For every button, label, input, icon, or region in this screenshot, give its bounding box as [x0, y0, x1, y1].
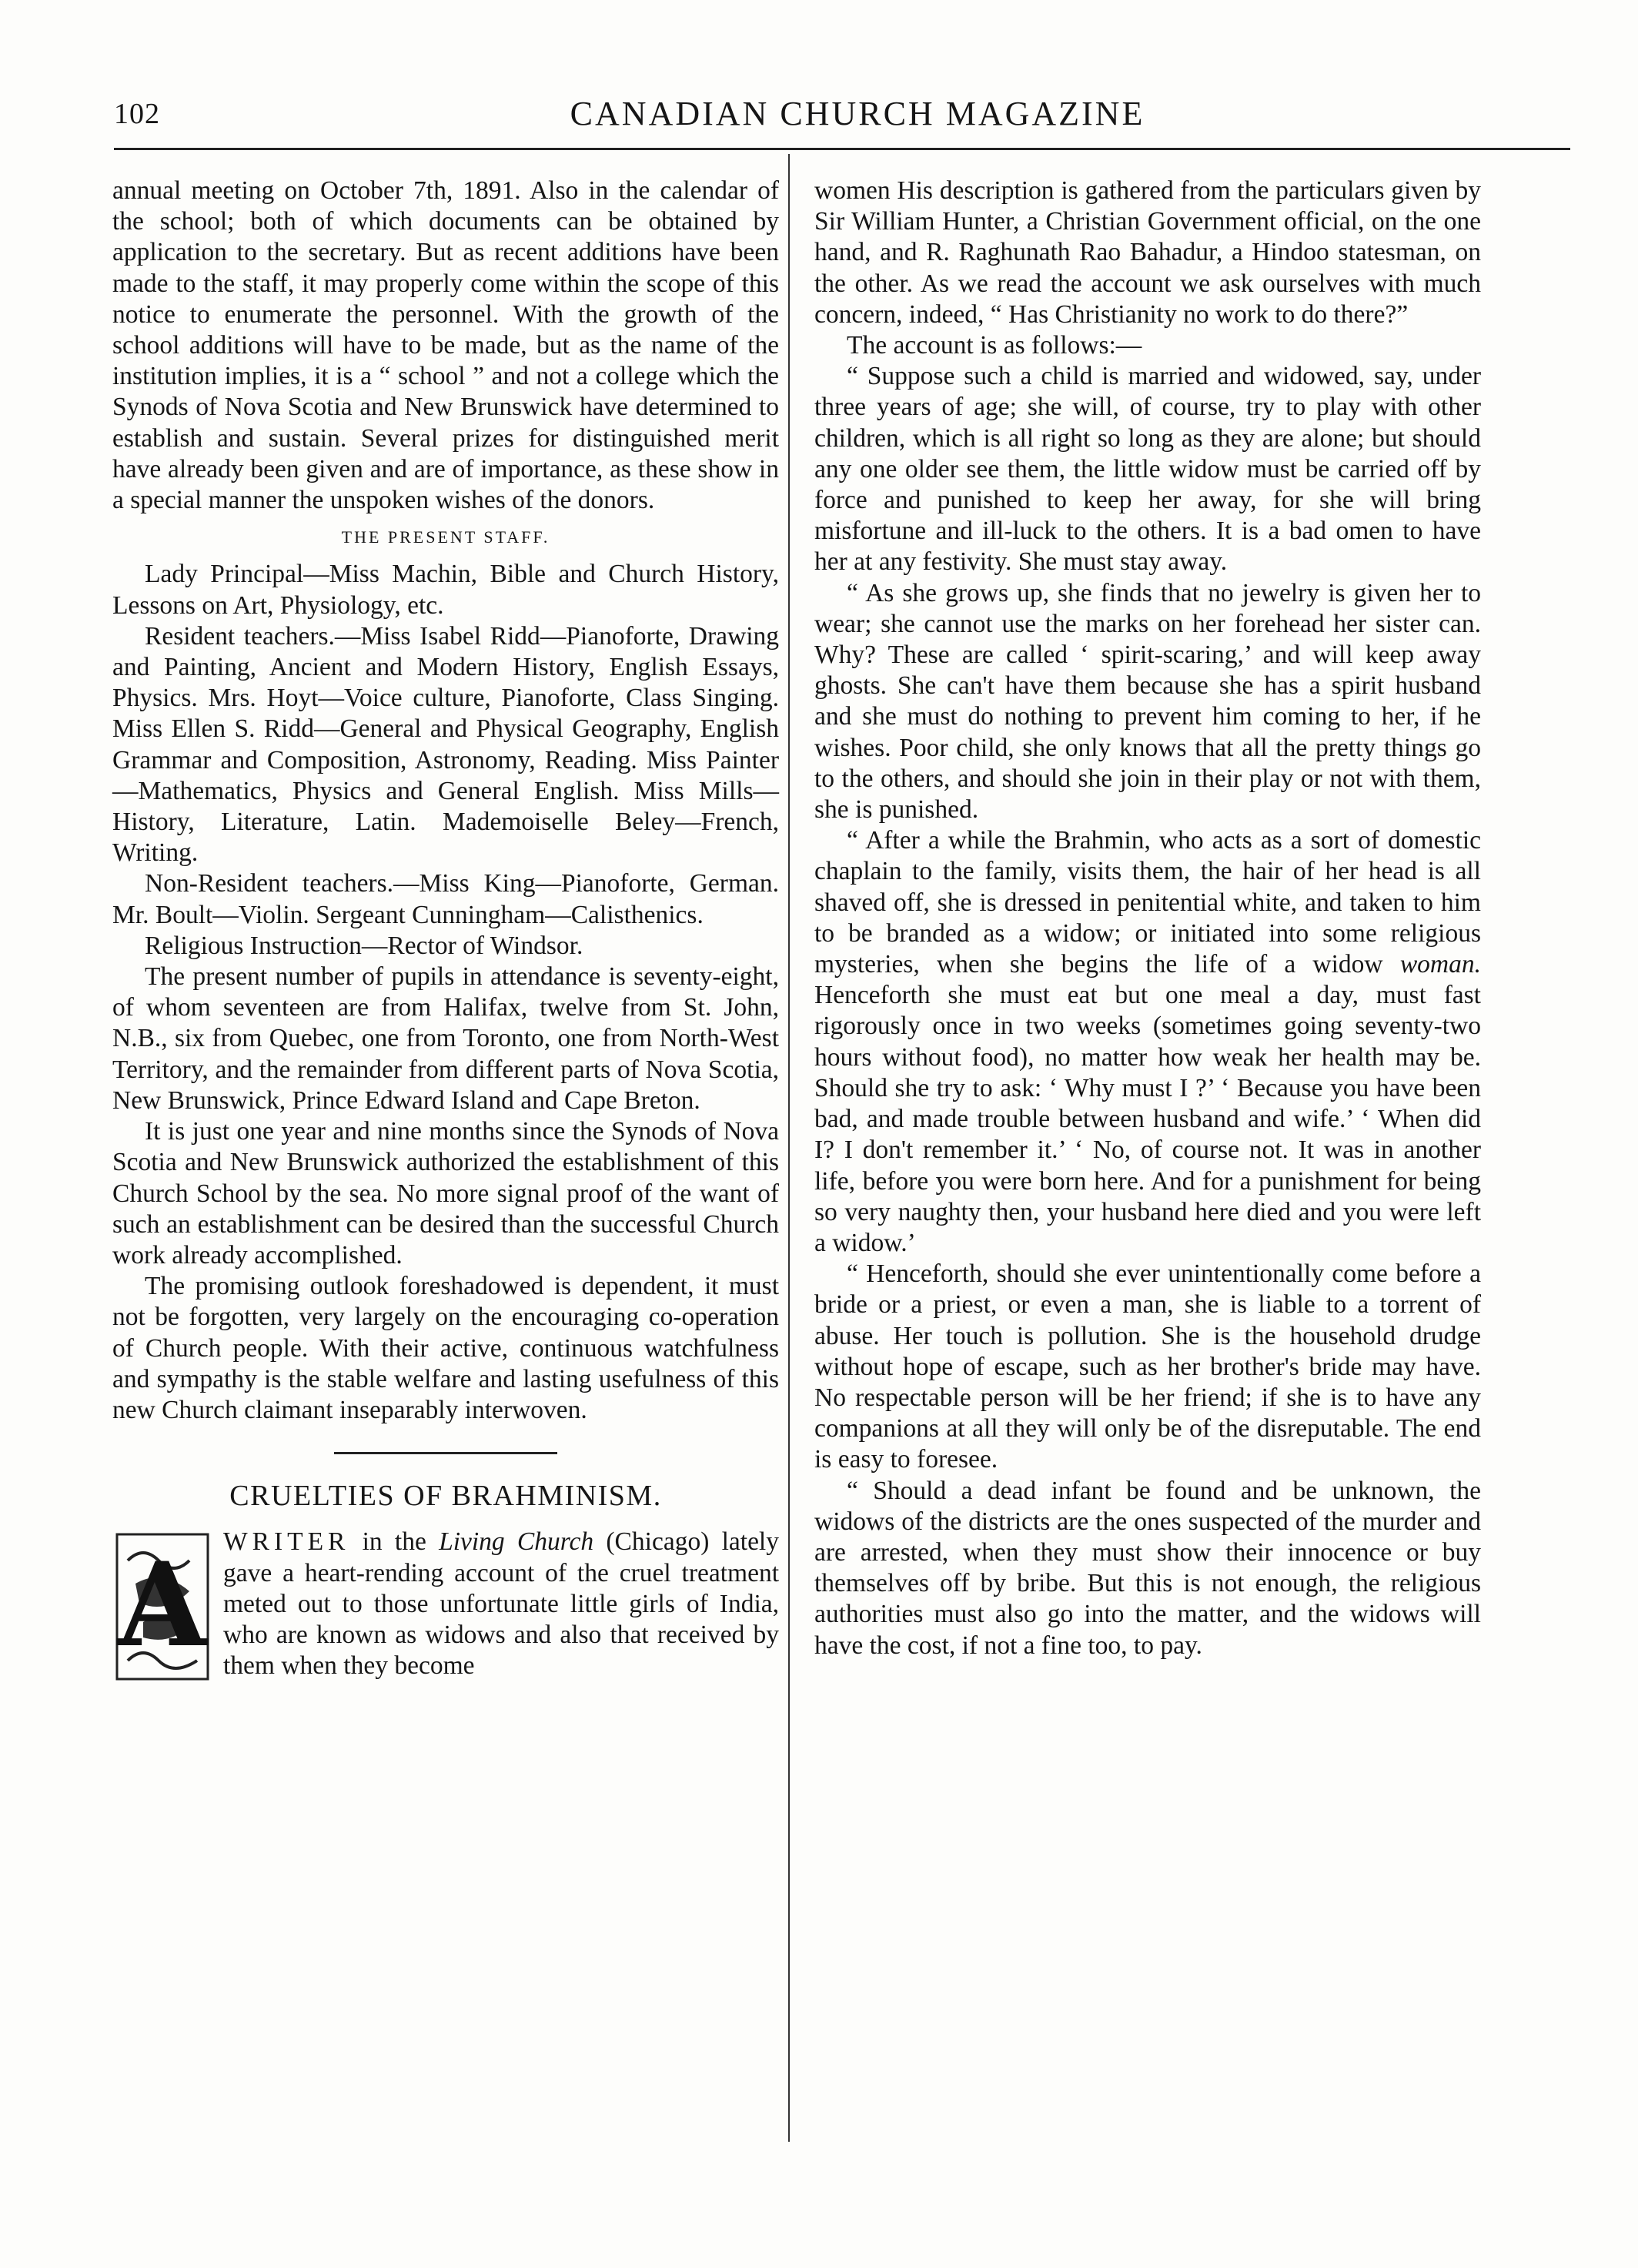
paragraph: Non-Resident teachers.—Miss King—Pianoforte, German. Mr. Boult—Violin. Sergeant Cunningham—Calisthenics.	[112, 869, 779, 929]
column-divider	[788, 154, 790, 2142]
paragraph: annual meeting on October 7th, 1891. Also in the calendar of the school; both of which documents can be obtained by application to the secretary. But as recent additions have been made to the staff, it may properly come within the scope of this notice to enumerate the personnel. With the growth of the school additions will have to be made, but as the name of the institution implies, it is a “ school ” and not a college which the Synods of Nova Scotia and New Brunswick have determined to establish and sustain. Several prizes for distinguished merit have already been given and are of importance, as these show in a special manner the unspoken wishes of the donors.	[112, 176, 779, 515]
paragraph: “ Henceforth, should she ever unintentionally come before a bride or a priest, or even a man, she is liable to a torrent of abuse. Her touch is pollution. She is the household drudge without hope of escape, such as her brother's bride may have. No respectable person will be her friend; if she is to have any companions at all they will only be of the disreputable. The end is easy to foresee.	[814, 1259, 1481, 1474]
magazine-title: CANADIAN CHURCH MAGAZINE	[570, 95, 1145, 132]
paragraph: “ As she grows up, she finds that no jewelry is given her to wear; she cannot use the marks on her forehead her sister can. Why? These are called ‘ spirit-scaring,’ and will keep away ghosts. She can't have them because she has a spirit husband and she must do nothing to prevent him coming to her, if he wishes. Poor child, she only knows that all the pretty things go to the others, and should she join in their play or not with them, she is punished.	[814, 578, 1481, 825]
paragraph: Resident teachers.—Miss Isabel Ridd—Pianoforte, Drawing and Painting, Ancient and Modern History, English Essays, Physics. Mrs. Hoyt—Voice culture, Pianoforte, Class Singing. Miss Ellen S. Ridd—General and Physical Geography, English Grammar and Composition, Astronomy, Reading. Miss Painter—Mathematics, Physics and General English. Miss Mills—History, Literature, Latin. Mademoiselle Beley—French, Writing.	[112, 621, 779, 868]
article-opening	[112, 1527, 779, 1681]
paragraph: “ After a while the Brahmin, who acts as a sort of domestic chaplain to the family, visits them, the hair of her head is all shaved off, she is dressed in penitential white, and taken to him to be branded as a widow; or initiated into some religious mysteries, when she begins the life of a widow woman. Henceforth she must eat but one meal a day, must fast rigorously once in two weeks (sometimes going seventy-two hours without food), no matter how weak her health may be. Should she try to ask: ‘ Why must I ?’ ‘ Because you have been bad, and made trouble between husband and wife.’ ‘ When did I? I don't remember it.’ ‘ No, of course not. It was in another life, before you were born here. And for a punishment for being so very naughty then, your husband here died and you were left a widow.’	[814, 826, 1481, 1257]
ornamental-dropcap-icon	[112, 1530, 212, 1684]
right-column	[814, 176, 1481, 1661]
dropcap-ornament	[112, 1530, 212, 1684]
paragraph: The account is as follows:—	[847, 331, 1142, 360]
section-heading: THE PRESENT STAFF.	[341, 527, 550, 547]
paragraph: WRITER in the Living Church (Chicago) lately gave a heart-rending account of the cruel treatment meted out to those unfortunate little girls of India, who are known as widows and also that received by them when they become	[223, 1527, 779, 1681]
left-column	[112, 176, 779, 1684]
paragraph: Lady Principal—Miss Machin, Bible and Church History, Lessons on Art, Physiology, etc.	[112, 560, 779, 620]
paragraph: “ Should a dead infant be found and be unknown, the widows of the districts are the ones suspected of the murder and are arrested, when they must show their innocence or buy themselves off by bribe. But this is not enough, the religious authorities must also go into the matter, and the widows will have the cost, if not a fine too, to pay.	[814, 1476, 1481, 1660]
paragraph: Religious Instruction—Rector of Windsor.	[145, 931, 583, 960]
section-rule	[334, 1452, 557, 1454]
paragraph: The present number of pupils in attendance is seventy-eight, of whom seventeen are from Halifax, twelve from St. John, N.B., six from Quebec, one from Toronto, one from North-West Territory, and the remainder from different parts of Nova Scotia, New Brunswick, Prince Edward Island and Cape Breton.	[112, 962, 779, 1115]
source-title: Living Church	[439, 1527, 594, 1557]
lead-word: WRITER	[223, 1527, 350, 1557]
paragraph: The promising outlook foreshadowed is dependent, it must not be forgotten, very largely on the encouraging co-operation of Church people. With their active, continuous watchfulness and sympathy is the stable welfare and lasting usefulness of this new Church claimant inseparably interwoven.	[112, 1272, 779, 1424]
paragraph: women His description is gathered from the particulars given by Sir William Hunter, a Christian Government official, on the one hand, and R. Raghunath Rao Bahadur, a Hindoo statesman, on the other. As we read the account we ask ourselves with much concern, indeed, “ Has Christianity no work to do there?”	[814, 176, 1481, 329]
svg-text:A: A	[117, 1537, 208, 1674]
article-title: CRUELTIES OF BRAHMINISM.	[229, 1480, 662, 1513]
page-header	[114, 91, 1570, 145]
paragraph: It is just one year and nine months since the Synods of Nova Scotia and New Brunswick authorized the establishment of this Church School by the sea. No more signal proof of the want of such an establishment can be desired than the successful Church work already accomplished.	[112, 1117, 779, 1269]
page-number: 102	[114, 98, 160, 130]
header-rule	[114, 148, 1570, 150]
paragraph: “ Suppose such a child is married and widowed, say, under three years of age; she will, of course, try to play with other children, which is all right so long as they are alone; but should any one older see them, the little widow must be carried off by force and punished to keep her away, for she will bring misfortune and ill-luck to the others. It is a bad omen to have her at any festivity. She must stay away.	[814, 362, 1481, 577]
